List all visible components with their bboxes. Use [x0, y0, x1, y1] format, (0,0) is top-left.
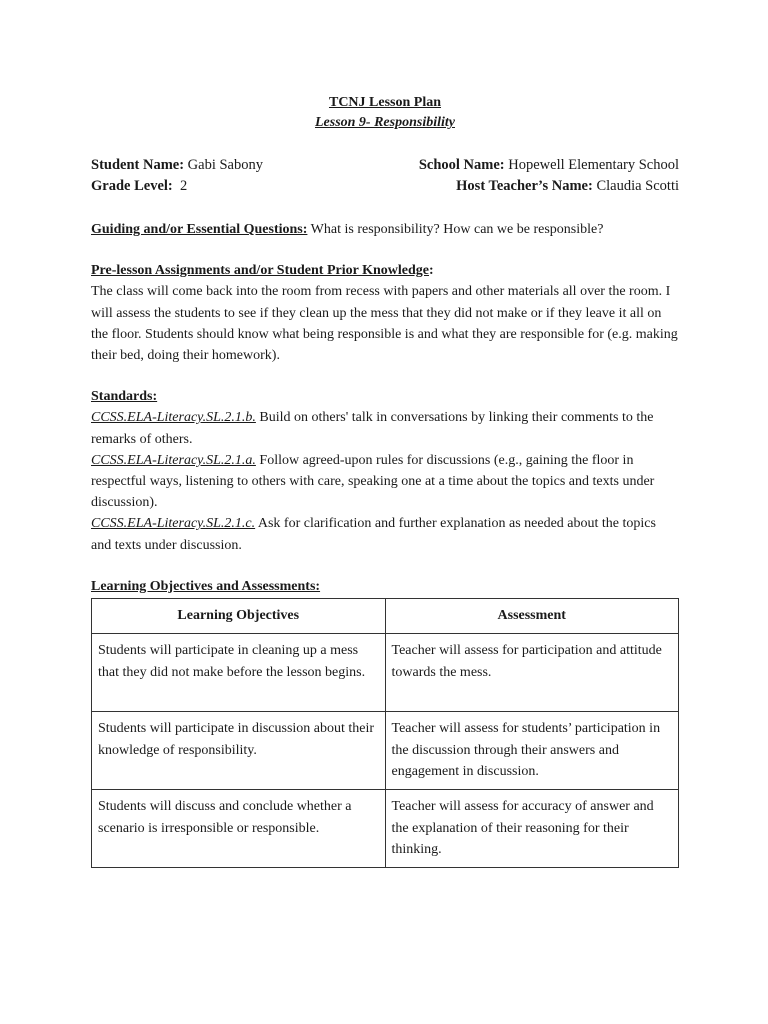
- school-name-label: School Name:: [418, 157, 505, 173]
- host-teacher-label: Host Teacher’s Name:: [456, 178, 593, 194]
- objective-cell: Students will participate in cleaning up a mess that they did not make before the lesson begins.: [92, 634, 386, 712]
- standards-section: [91, 386, 679, 556]
- column-header-objectives: Learning Objectives: [92, 599, 386, 634]
- assessment-cell: Teacher will assess for students’ participation in the discussion through their answers and engagement in discussion.: [385, 712, 679, 790]
- host-teacher-value: Claudia Scotti: [596, 178, 679, 194]
- standard-item: [91, 450, 679, 514]
- table-header-row: [92, 599, 679, 634]
- host-teacher: [456, 176, 679, 197]
- lesson-plan: [91, 93, 679, 868]
- table-row: [92, 790, 679, 868]
- student-name: [91, 155, 263, 176]
- school-name-value: Hopewell Elementary School: [508, 157, 679, 173]
- guiding-questions-label: Guiding and/or Essential Questions:: [91, 222, 308, 237]
- objectives-label: Learning Objectives and Assessments:: [91, 578, 321, 594]
- standard-code[interactable]: CCSS.ELA-Literacy.SL.2.1.b.: [91, 410, 256, 426]
- standard-text: Follow agreed-upon rules for discussions (e.g., gaining the floor in respectful ways, listening to others with care, speaking one at a time about the topics and texts under discussion).: [91, 452, 655, 511]
- info-row-2: [91, 176, 679, 197]
- grade-level-value: 2: [180, 178, 188, 194]
- assessment-cell: Teacher will assess for accuracy of answer and the explanation of their reasoning for their thinking.: [385, 790, 679, 868]
- standard-code[interactable]: CCSS.ELA-Literacy.SL.2.1.a.: [91, 452, 256, 468]
- table-row: [92, 634, 679, 712]
- objectives-table: [91, 598, 679, 868]
- lesson-title: Lesson 9- Responsibility: [314, 115, 455, 130]
- table-row: [92, 712, 679, 790]
- column-header-assessment: Assessment: [385, 599, 679, 634]
- prelesson-text: The class will come back into the room from recess with papers and other materials all over the room. I will assess the students to see if they clean up the mess that they did not make or if they leave it all on the floor. Students should know what being responsible is and what they are responsible for (e.g. making their bed, doing their homework).: [91, 284, 678, 364]
- objective-cell: Students will discuss and conclude whether a scenario is irresponsible or responsible.: [92, 790, 386, 868]
- standard-text: Ask for clarification and further explanation as needed about the topics and texts under discussion.: [91, 516, 656, 553]
- grade-level-label: Grade Level:: [91, 178, 173, 194]
- standard-item: [91, 513, 679, 555]
- document-title: TCNJ Lesson Plan: [328, 95, 442, 110]
- standard-item: [91, 407, 679, 449]
- guiding-questions: [91, 219, 679, 240]
- guiding-questions-text: What is responsibility? How can we be responsible?: [310, 222, 604, 237]
- assessment-cell: Teacher will assess for participation and attitude towards the mess.: [385, 634, 679, 712]
- info-row-1: [91, 155, 679, 176]
- prelesson-section: [91, 260, 679, 366]
- prelesson-label: Pre-lesson Assignments and/or Student Prior Knowledge: [91, 263, 429, 279]
- standard-code[interactable]: CCSS.ELA-Literacy.SL.2.1.c.: [91, 516, 256, 532]
- school-name: [419, 155, 679, 176]
- grade-level: [91, 176, 187, 197]
- student-name-value: Gabi Sabony: [187, 157, 263, 173]
- prelesson-colon: :: [428, 263, 434, 279]
- objective-cell: Students will participate in discussion about their knowledge of responsibility.: [92, 712, 386, 790]
- student-name-label: Student Name:: [91, 157, 185, 173]
- standards-label: Standards:: [91, 389, 158, 405]
- standard-text: Build on others' talk in conversations by linking their comments to the remarks of others.: [91, 410, 654, 447]
